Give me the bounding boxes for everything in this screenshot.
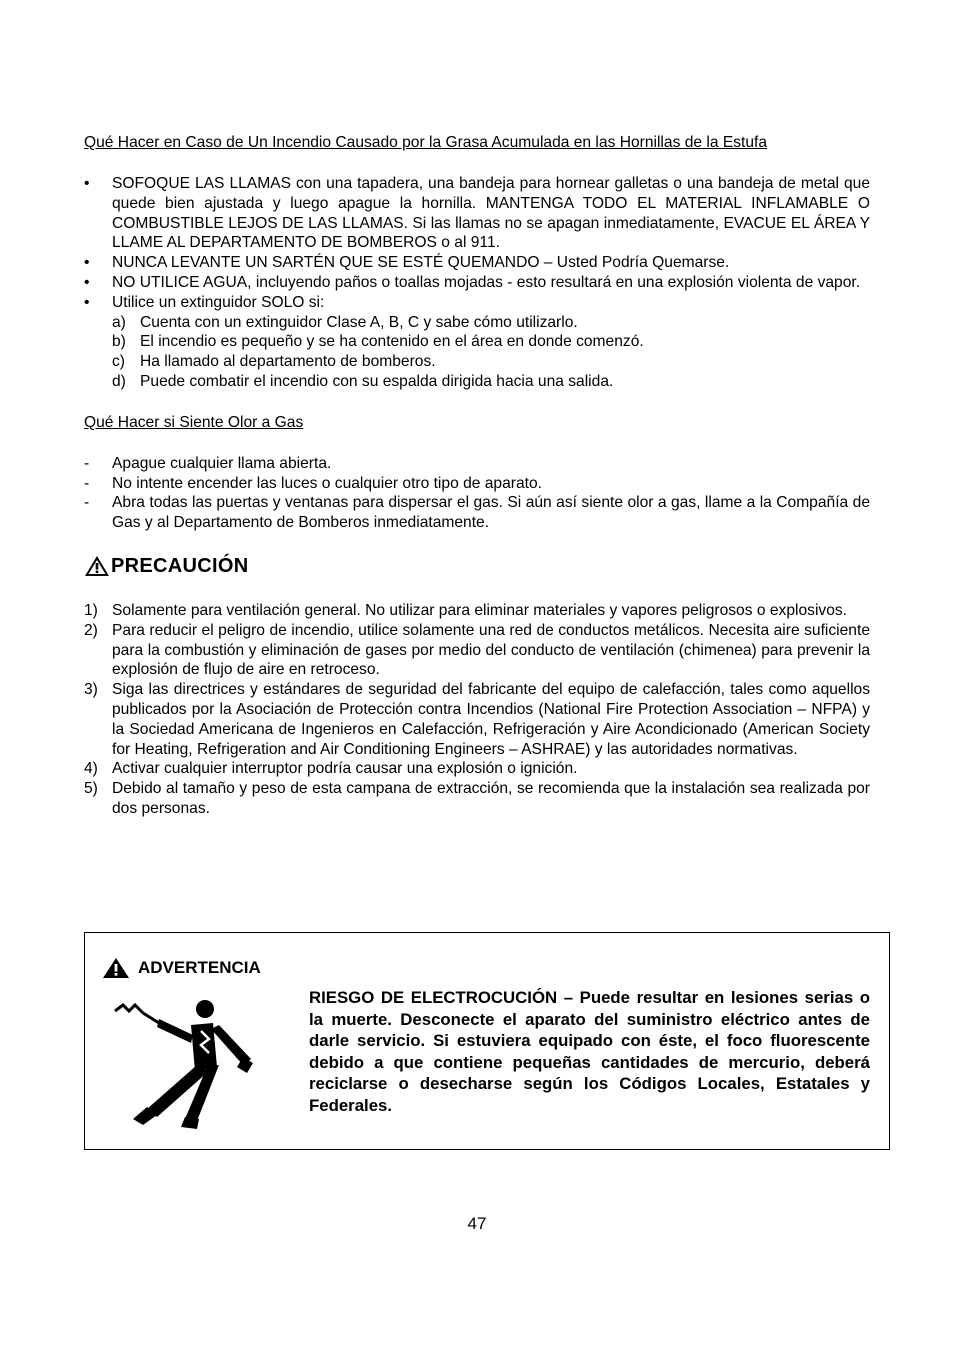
- bullet-marker: •: [84, 175, 90, 192]
- sub-item-marker: d): [112, 372, 126, 390]
- electrocution-warning-box: [84, 932, 890, 1150]
- list-item-text: No intente encender las luces o cualquier otro tipo de aparato.: [112, 474, 542, 492]
- bullet-marker: •: [84, 273, 90, 291]
- item-number: 5): [84, 780, 98, 798]
- dash-marker: -: [84, 454, 90, 472]
- sub-item-text: Ha llamado al departamento de bomberos.: [140, 353, 436, 371]
- list-item-text: Apague cualquier llama abierta.: [112, 454, 332, 472]
- extinguisher-conditions-list: [112, 313, 870, 392]
- warning-label-text: ADVERTENCIA: [138, 958, 261, 977]
- list-item-text: Para reducir el peligro de incendio, utilice solamente una red de conductos metálicos. Necesita aire suficiente para la combustión y eliminación de gases por medio del conducto de ventilación (chimenea) para prevenir la explosión de flujo de aire en retroceso.: [112, 621, 870, 679]
- sub-item-marker: a): [112, 313, 126, 331]
- bullet-marker: •: [84, 293, 90, 311]
- warning-triangle-icon: [102, 957, 130, 979]
- gas-smell-list: [84, 454, 870, 533]
- dash-marker: -: [84, 494, 90, 512]
- electrocution-warning-text: RIESGO DE ELECTROCUCIÓN – Puede resultar en lesiones serias o la muerte. Desconecte el aparato del suministro eléctrico antes de darle servicio. Si estuviera equipado con éste, el foco fluorescente debido a que contiene pequeñas cantidades de mercurio, deberá reciclarse o desecharse según los Códigos Locales, Estatales y Federales.: [309, 988, 870, 1115]
- list-item: [84, 174, 870, 253]
- precaution-title-text: PRECAUCIÓN: [111, 554, 249, 577]
- grease-fire-list: [84, 174, 870, 392]
- sub-item-text: Cuenta con un extinguidor Clase A, B, C y sabe cómo utilizarlo.: [140, 313, 578, 331]
- list-item-text: Utilice un extinguidor SOLO si:: [112, 293, 325, 311]
- list-item-text: Abra todas las puertas y ventanas para dispersar el gas. Si aún así siente olor a gas, llame a la Compañía de Gas y al Departamento de Bomberos inmediatamente.: [112, 494, 870, 532]
- sub-list-item: [112, 372, 870, 392]
- item-number: 2): [84, 621, 98, 639]
- list-item: [84, 293, 870, 392]
- list-item: [84, 273, 870, 293]
- gas-smell-heading: Qué Hacer si Siente Olor a Gas: [84, 413, 304, 431]
- list-item: [84, 680, 870, 759]
- item-number: 1): [84, 601, 98, 619]
- sub-item-marker: c): [112, 353, 125, 371]
- sub-item-marker: b): [112, 333, 126, 351]
- dash-marker: -: [84, 474, 90, 492]
- sub-item-text: Puede combatir el incendio con su espalda dirigida hacia una salida.: [140, 372, 614, 390]
- sub-item-text: El incendio es pequeño y se ha contenido en el área en donde comenzó.: [140, 333, 644, 351]
- list-item: [84, 474, 870, 494]
- list-item: [84, 601, 870, 621]
- list-item-text: NUNCA LEVANTE UN SARTÉN QUE SE ESTÉ QUEMANDO – Usted Podría Quemarse.: [112, 254, 730, 272]
- item-number: 3): [84, 681, 98, 699]
- list-item: [84, 493, 870, 533]
- list-item: [84, 779, 870, 819]
- bullet-marker: •: [84, 254, 90, 272]
- grease-fire-heading: Qué Hacer en Caso de Un Incendio Causado por la Grasa Acumulada en las Hornillas de la Estufa: [84, 134, 768, 151]
- list-item-text: Siga las directrices y estándares de seguridad del fabricante del equipo de calefacción, tales como aquellos publicados por la Asociación de Protección contra Incendios (National Fire Protection Association – NFPA) y la Sociedad Americana de Ingenieros en Calefacción, Refrigeración y Aire Acondicionado (American Society for Heating, Refrigeration and Air Conditioning Engineers – ASHRAE) y las autoridades normativas.: [112, 681, 870, 758]
- page-number: 47: [467, 1214, 487, 1233]
- list-item-text: Solamente para ventilación general. No utilizar para eliminar materiales y vapores peligrosos o explosivos.: [112, 601, 848, 619]
- list-item: [84, 621, 870, 680]
- list-item-text: Activar cualquier interruptor podría causar una explosión o ignición.: [112, 760, 578, 778]
- list-item-text: Debido al tamaño y peso de esta campana de extracción, se recomienda que la instalación sea realizada por dos personas.: [112, 780, 870, 817]
- sub-list-item: [112, 352, 870, 372]
- list-item-text: NO UTILICE AGUA, incluyendo paños o toallas mojadas - esto resultará en una explosión violenta de vapor.: [112, 273, 861, 291]
- item-number: 4): [84, 760, 98, 778]
- warning-triangle-icon: [84, 555, 110, 577]
- list-item: [84, 454, 870, 474]
- electric-shock-icon: [113, 995, 263, 1135]
- page-content: [84, 133, 870, 819]
- list-item: [84, 759, 870, 779]
- sub-list-item: [112, 332, 870, 352]
- sub-list-item: [112, 313, 870, 333]
- precaution-title: [84, 553, 870, 579]
- list-item-text: SOFOQUE LAS LLAMAS con una tapadera, una bandeja para hornear galletas o una bandeja de metal que quede bien ajustada y luego apague la hornilla. MANTENGA TODO EL MATERIAL INFLAMABLE O COMBUSTIBLE LEJOS DE LAS LLAMAS. Si las llamas no se apagan inmediatamente, EVACUE EL ÁREA Y LLAME AL DEPARTAMENTO DE BOMBEROS o al 911.: [112, 175, 870, 252]
- warning-label: [102, 957, 261, 979]
- precaution-list: [84, 601, 870, 819]
- list-item: [84, 253, 870, 273]
